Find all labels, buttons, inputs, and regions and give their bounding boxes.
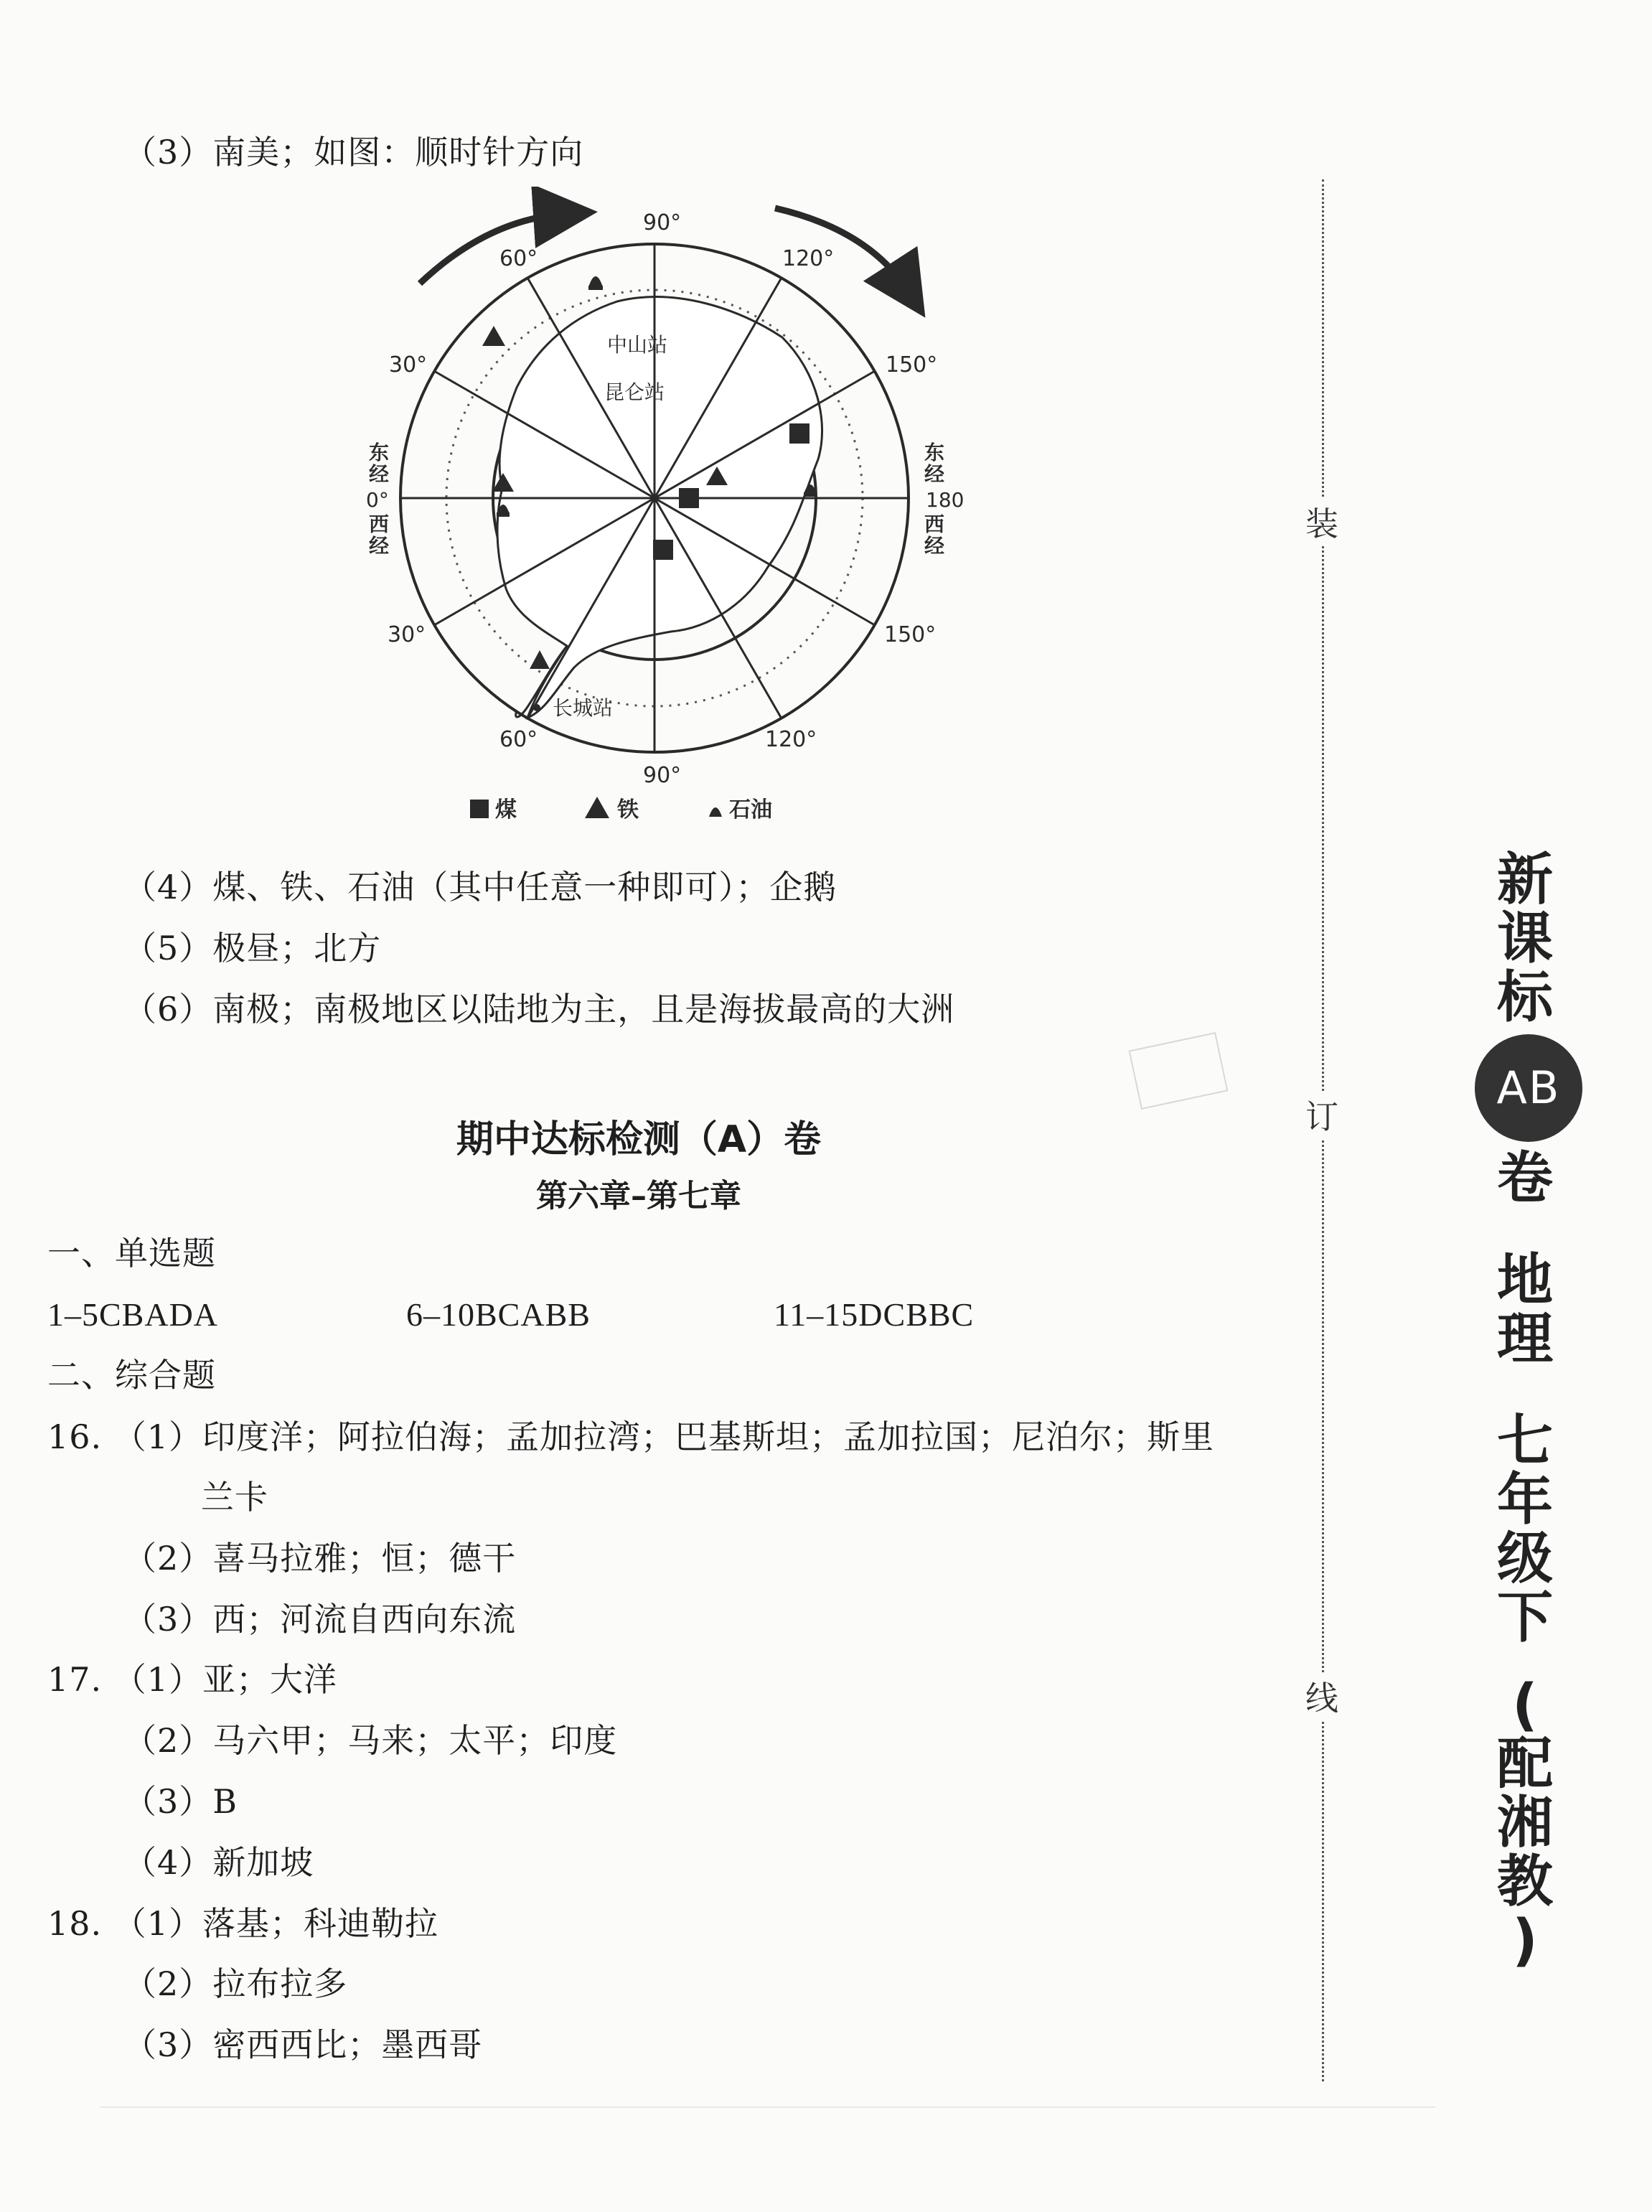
legend-iron-label: 铁 [617, 797, 639, 823]
binding-ding: 订 [1300, 1091, 1343, 1138]
sidebar [1475, 848, 1575, 1973]
sidebar-edition-2: 配 [1496, 1732, 1553, 1796]
left-axis-2: 经 [369, 462, 390, 486]
section2-heading: 二、综合题 [47, 1356, 216, 1395]
faint-stamp [1129, 1032, 1229, 1110]
sidebar-subject-2: 理 [1496, 1307, 1553, 1372]
label-60-upper: 60° [499, 246, 538, 271]
q16-part3: （3）西；河流自西向东流 [123, 1600, 517, 1639]
q3-answer: （3）南美；如图：顺时针方向 [123, 133, 584, 172]
q4-answer: （4）煤、铁、石油（其中任意一种即可）；企鹅 [123, 868, 837, 906]
label-120-lower: 120° [765, 727, 817, 752]
exam-title: 期中达标检测（A）卷 [456, 1118, 822, 1161]
legend-coal-icon [470, 800, 489, 818]
binding-xian: 线 [1300, 1672, 1343, 1720]
left-axis-4: 西 [369, 512, 390, 536]
station-kunlun: 昆仑站 [604, 380, 665, 404]
sidebar-top-1: 新 [1496, 848, 1553, 912]
label-60-lower: 60° [499, 727, 538, 752]
q6-answer: （6）南极；南极地区以陆地为主，且是海拔最高的大洲 [123, 990, 955, 1028]
ab-badge: AB [1475, 1034, 1582, 1142]
label-90-top: 90° [643, 210, 682, 235]
q17-part4: （4）新加坡 [123, 1843, 314, 1882]
legend-coal-label: 煤 [495, 797, 517, 823]
station-changcheng-dot [533, 704, 540, 711]
sidebar-edition-1: ( [1512, 1673, 1538, 1738]
label-150-upper: 150° [886, 352, 938, 378]
q17-part1: 17. （1）亚；大洋 [47, 1660, 338, 1699]
answers-1-5: 1–5CBADA [47, 1296, 219, 1333]
legend-oil-label: 石油 [729, 797, 772, 823]
sidebar-subject-1: 地 [1496, 1248, 1553, 1313]
q5-answer: （5）极昼；北方 [123, 929, 382, 967]
right-axis-4: 西 [924, 512, 945, 536]
sidebar-edition-5: ) [1512, 1908, 1538, 1973]
sidebar-grade-4: 下 [1496, 1585, 1553, 1650]
sidebar-juan: 卷 [1496, 1146, 1553, 1211]
label-30-lower: 30° [388, 622, 426, 647]
legend-iron-icon [585, 797, 609, 818]
section1-heading: 一、单选题 [47, 1234, 216, 1273]
sidebar-grade-3: 级 [1496, 1527, 1553, 1591]
q16-part1-line2: 兰卡 [201, 1478, 268, 1517]
sidebar-top-3: 标 [1496, 965, 1553, 1030]
station-zhongshan: 中山站 [607, 333, 668, 357]
antarctica-map [344, 187, 1019, 833]
label-150-lower: 150° [884, 622, 937, 647]
exam-subtitle: 第六章–第七章 [536, 1178, 741, 1214]
sidebar-edition-4: 教 [1496, 1850, 1553, 1914]
q18-part2: （2）拉布拉多 [123, 1964, 348, 2003]
sidebar-grade-1: 七 [1496, 1409, 1553, 1473]
meridian-lines [400, 244, 909, 752]
right-axis-3: 180 [926, 488, 965, 512]
label-90-bottom: 90° [643, 763, 682, 788]
label-30-upper: 30° [389, 352, 428, 378]
right-axis-5: 经 [924, 534, 945, 558]
sidebar-top-2: 课 [1496, 906, 1553, 971]
station-changcheng: 长城站 [553, 696, 614, 720]
legend-oil-icon [709, 807, 722, 817]
sidebar-grade-2: 年 [1496, 1468, 1553, 1532]
q18-part1: 18. （1）落基；科迪勒拉 [47, 1904, 439, 1943]
q18-part3: （3）密西西比；墨西哥 [123, 2025, 483, 2064]
right-axis-2: 经 [924, 462, 945, 486]
sidebar-edition-3: 湘 [1496, 1791, 1553, 1855]
left-axis-1: 东 [369, 441, 390, 464]
left-axis-5: 经 [369, 534, 390, 558]
q17-part2: （2）马六甲；马来；太平；印度 [123, 1721, 618, 1760]
q16-part2: （2）喜马拉雅；恒；德干 [123, 1539, 517, 1578]
bottom-rule [100, 2106, 1435, 2108]
binding-zhuang: 装 [1300, 498, 1343, 545]
q16-part1-line1: 16. （1）印度洋；阿拉伯海；孟加拉湾；巴基斯坦；孟加拉国；尼泊尔；斯里 [47, 1417, 1215, 1456]
right-axis-1: 东 [924, 441, 945, 464]
answers-6-10: 6–10BCABB [406, 1296, 591, 1333]
left-axis-3: 0° [366, 488, 389, 512]
label-120-upper: 120° [782, 246, 835, 271]
q17-part3: （3）B [123, 1782, 238, 1821]
clockwise-arrow-left [420, 214, 565, 283]
answers-11-15: 11–15DCBBC [774, 1296, 975, 1333]
